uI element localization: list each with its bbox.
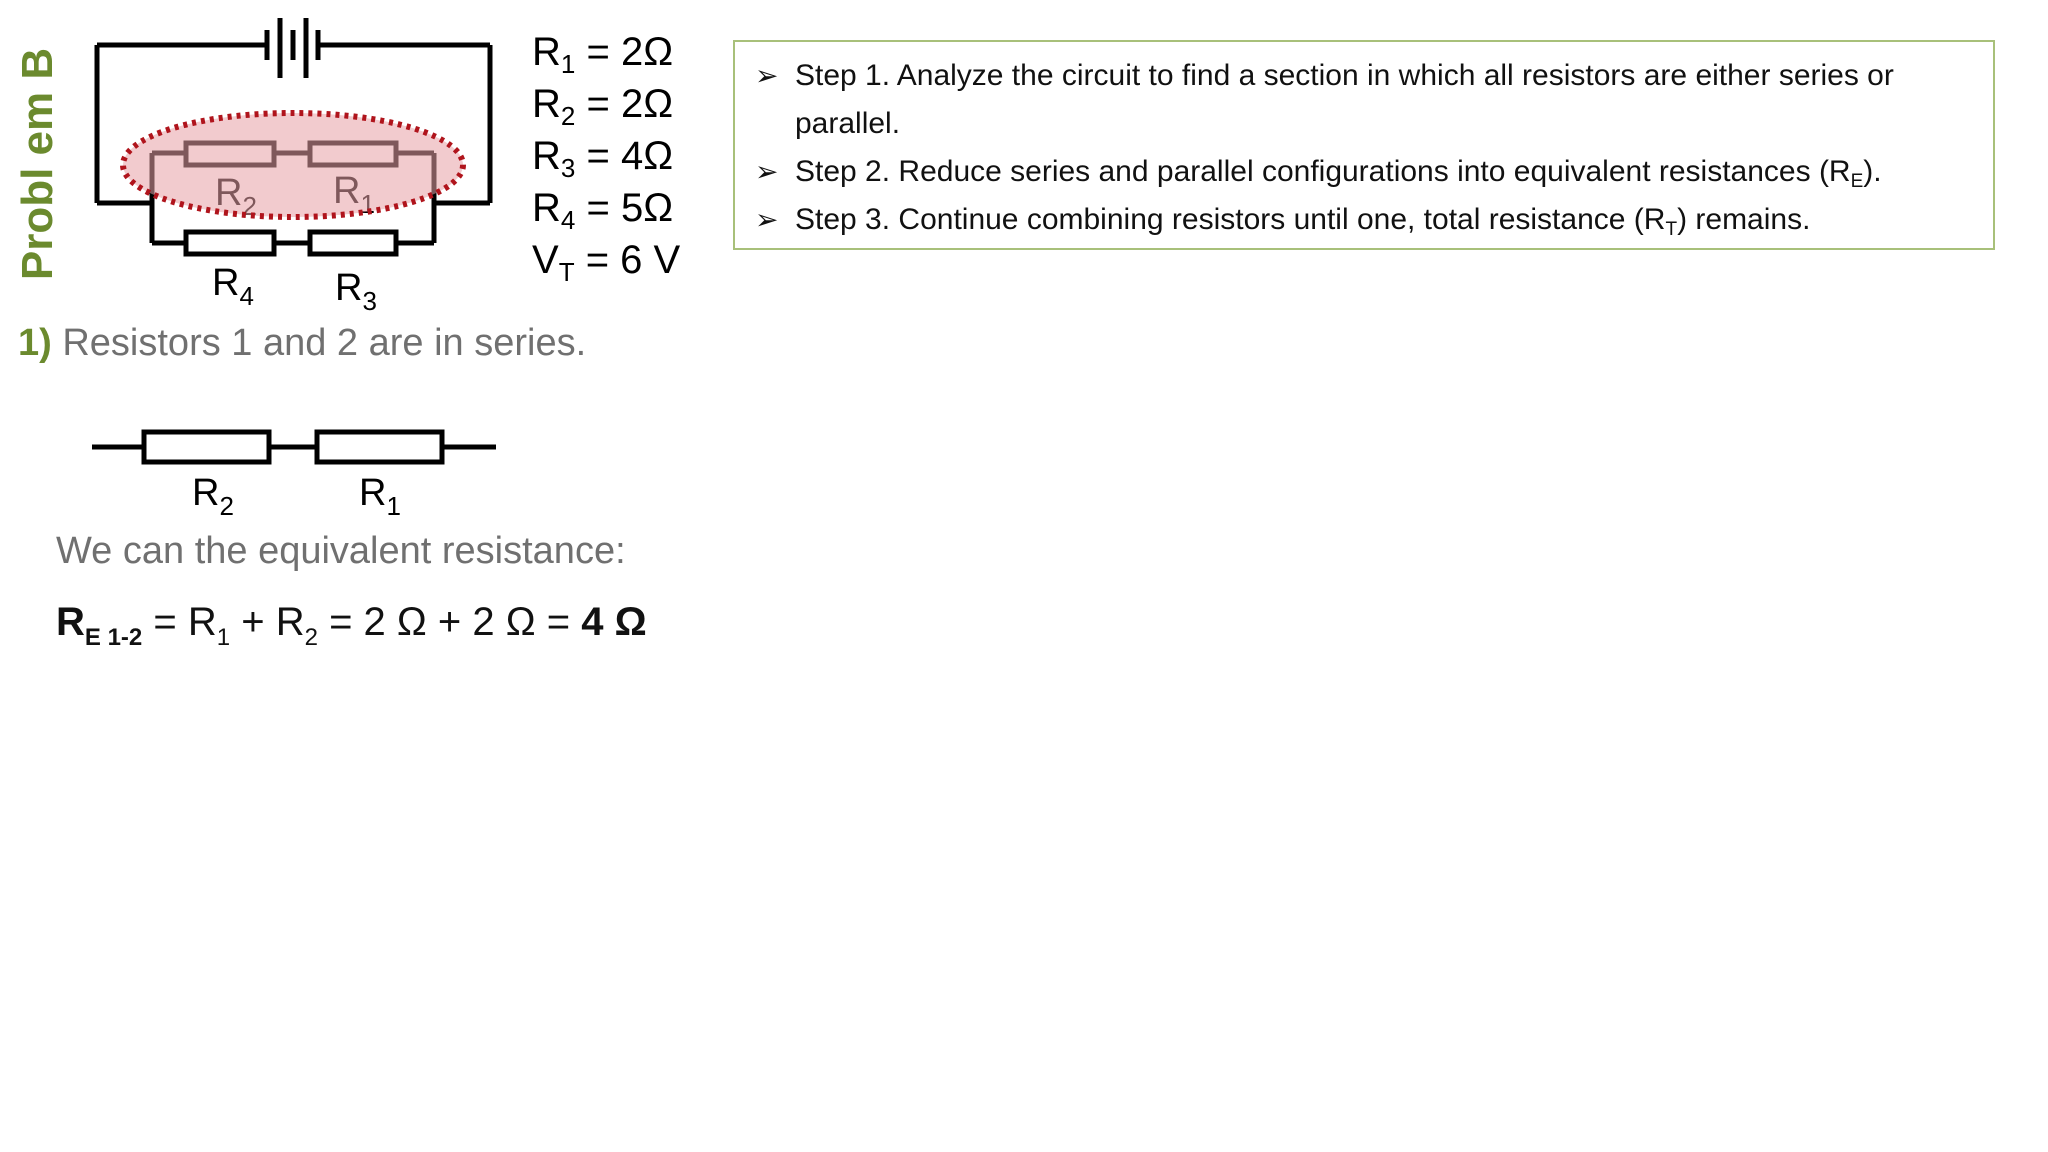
series-diagram	[80, 415, 510, 525]
series-resistor-r2	[144, 432, 269, 462]
equation-result: 4 Ω	[581, 600, 647, 644]
value-r4: $R_4 = 5\Omega$	[532, 186, 674, 235]
battery-icon	[267, 18, 318, 78]
arrow-bullet-icon: ➢	[755, 156, 779, 187]
series-resistor-r1	[317, 432, 442, 462]
series-highlight	[123, 113, 463, 217]
step-1: ➢ Step 1. Analyze the circuit to find a section in which all resistors are either series or parallel.	[755, 52, 1973, 148]
equivalent-intro: We can the equivalent resistance:	[56, 530, 626, 572]
part-1-number: 1)	[18, 322, 52, 364]
arrow-bullet-icon: ➢	[755, 204, 779, 235]
step-2: ➢ Step 2. Reduce series and parallel configurations into equivalent resistances $(R_E)$.	[755, 148, 1973, 196]
series-label-r2: $R_2$	[192, 472, 234, 521]
step-3: ➢ Step 3. Continue combining resistors until one, total resistance $(R_T)$ remains.	[755, 196, 1973, 244]
label-bottom-r4: $R_4$	[212, 262, 254, 311]
arrow-bullet-icon: ➢	[755, 60, 779, 91]
series-label-r1: $R_1$	[359, 472, 401, 521]
value-r2: $R_2 = 2\Omega$	[532, 82, 674, 131]
label-bottom-r3: $R_3$	[335, 267, 377, 316]
problem-title-text: Probl em B	[13, 47, 62, 281]
value-r3: $R_3 = 4\Omega$	[532, 134, 674, 183]
resistor-r3	[310, 232, 396, 254]
given-values	[532, 26, 680, 286]
equation: $R_{E 1-2} = R_1 + R_2 = 2$ Ω + 2 Ω = 4 Ω	[56, 600, 647, 651]
part-1-text: Resistors 1 and 2 are in series.	[51, 322, 587, 364]
part-1-heading	[18, 322, 586, 365]
value-vt: $V_T = 6$ V	[532, 238, 681, 287]
steps-box	[733, 40, 1995, 250]
resistor-r4	[186, 232, 274, 254]
value-r1: $R_1 = 2\Omega$	[532, 30, 674, 79]
